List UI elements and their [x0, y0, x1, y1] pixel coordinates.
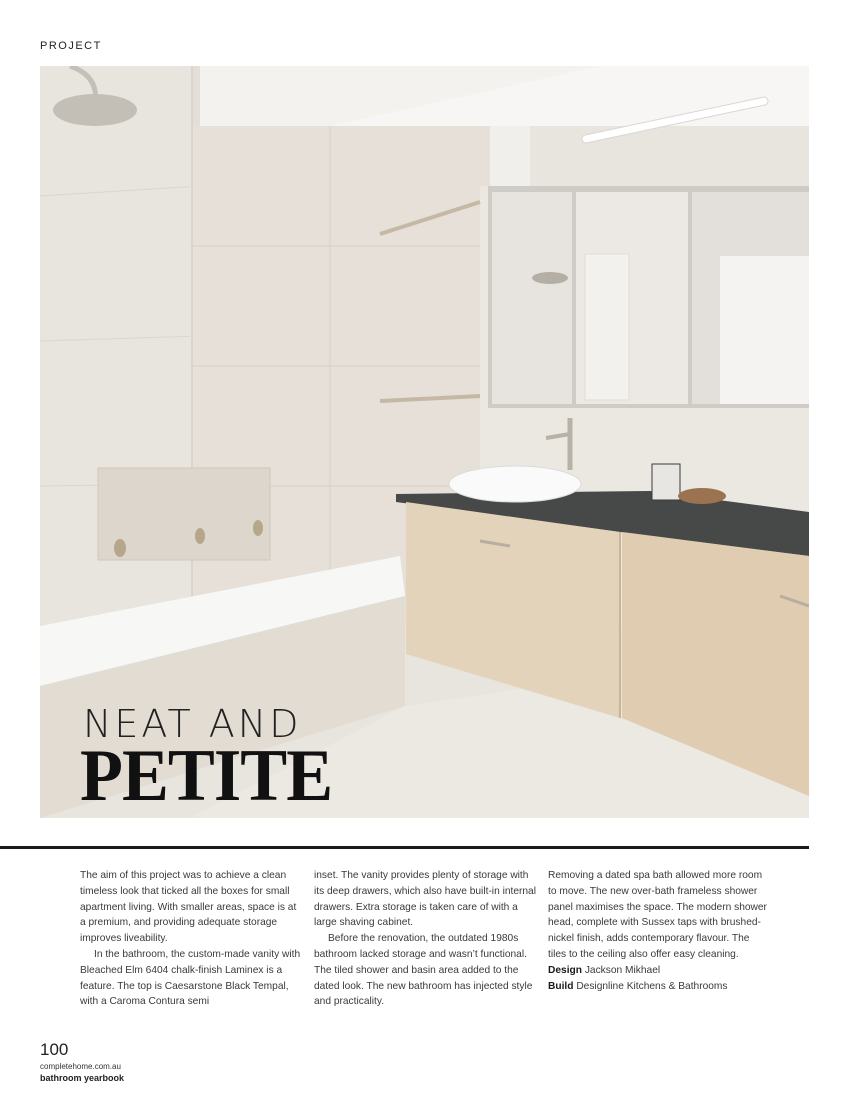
- design-credit: [548, 963, 770, 979]
- design-label: Design: [548, 964, 582, 976]
- build-label: Build: [548, 980, 574, 992]
- body-paragraph: The aim of this project was to achieve a clean timeless look that ticked all the boxes for small apartment living. With smaller areas, space is at a premium, and providing adequate storage improves liveability.: [80, 870, 297, 945]
- body-paragraph: Removing a dated spa bath allowed more room to move. The new over-bath frameless shower panel maximises the space. The modern shower head, complete with Sussex taps with brushed-nickel finish, adds contemporary flavour. The tiles to the ceiling also offer easy cleaning.: [548, 870, 767, 960]
- section-label: PROJECT: [40, 40, 102, 52]
- body-paragraph: Before the renovation, the outdated 1980s bathroom lacked storage and wasn’t functional. The tiled shower and basin area added to the dated look. The new bathroom has injected style and practicality.: [314, 933, 533, 1008]
- body-column-2: [314, 868, 536, 1010]
- section-divider: [0, 846, 809, 849]
- headline-line-2: PETITE: [80, 735, 333, 817]
- body-column-3: [548, 868, 770, 994]
- build-value: Designline Kitchens & Bathrooms: [576, 980, 728, 992]
- body-paragraph: inset. The vanity provides plenty of storage with its deep drawers, which also have built-in internal drawers. Extra storage is taken care of with a large shaving cabinet.: [314, 870, 536, 929]
- page-number: 100: [40, 1040, 69, 1059]
- headline-line-1: NEAT AND: [83, 702, 302, 746]
- footer-url: completehome.com.au: [40, 1062, 121, 1071]
- design-value: Jackson Mikhael: [584, 964, 661, 976]
- body-column-1: [80, 868, 302, 1010]
- build-credit: [548, 979, 770, 995]
- body-paragraph: In the bathroom, the custom-made vanity with Bleached Elm 6404 chalk-finish Laminex is a feature. The top is Caesarstone Black Tempal, with a Caroma Contura semi: [80, 948, 301, 1008]
- footer-publication: bathroom yearbook: [40, 1073, 125, 1083]
